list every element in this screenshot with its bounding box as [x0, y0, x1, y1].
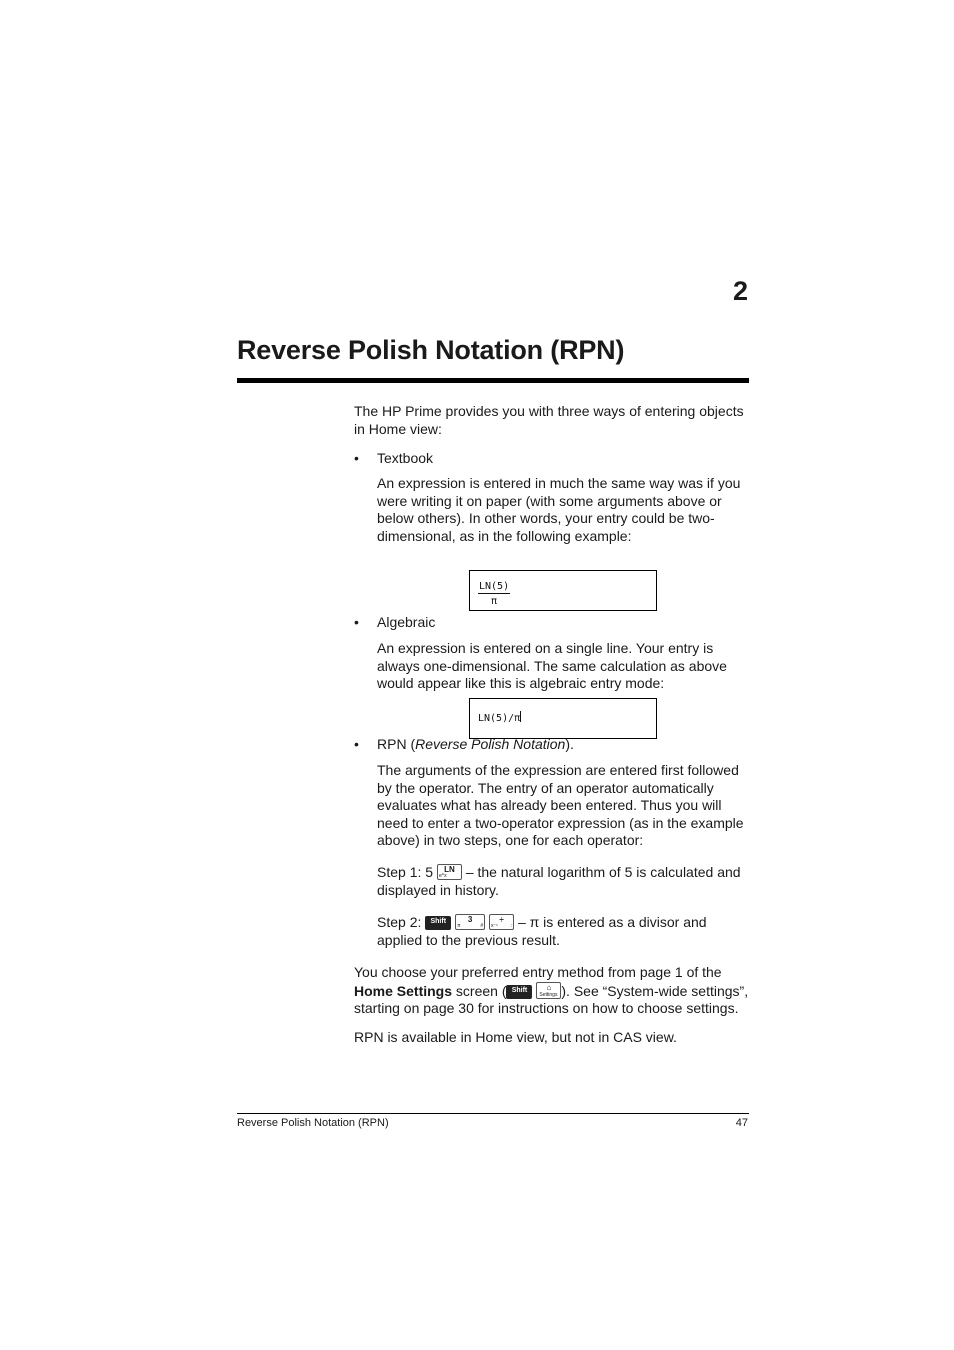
step1-suffix: – the natural logarithm of 5 is calculated and displayed in history.: [377, 864, 741, 898]
shift-key-label: Shift: [430, 918, 447, 925]
fraction-denominator: π: [490, 596, 498, 607]
shift-key-icon: [425, 916, 451, 930]
title-rule: [237, 378, 749, 383]
shift-key-icon: [506, 985, 532, 999]
footer-page-number: 47: [735, 1117, 748, 1129]
method-algebraic-desc: An expression is entered on a single line. Your entry is always one-dimensional. The same calculation as above would appear like this is algebraic entry mode:: [377, 640, 727, 691]
divide-key-label: ÷: [499, 915, 504, 924]
algebraic-entry-text: [478, 711, 521, 726]
method-algebraic-label: Algebraic: [377, 614, 436, 630]
divide-key-icon: [489, 914, 514, 930]
method-rpn-label: [377, 736, 749, 754]
divide-key-alpha-label: :: [510, 923, 513, 929]
rpn-label-italic: Reverse Polish Notation: [415, 736, 566, 752]
rpn-step-2: [377, 914, 749, 949]
method-rpn-desc: The arguments of the expression are entered first followed by the operator. The entry of an operator automatically evaluates what has already been entered. Thus you will need to enter a two-operator expression (as in the example above) in two steps, one for each operator:: [377, 762, 744, 848]
intro-paragraph: The HP Prime provides you with three ways of entering objects in Home view:: [354, 403, 744, 437]
bullet-textbook: •: [354, 450, 359, 466]
bullet-algebraic: •: [354, 614, 359, 630]
rpn-label-prefix: RPN (: [377, 736, 416, 752]
ln-key-icon: [437, 864, 462, 880]
rpn-label-suffix: ).: [565, 736, 574, 752]
three-key-icon: [455, 914, 485, 930]
text-cursor: [520, 711, 521, 722]
closing-paragraph: RPN is available in Home view, but not in CAS view.: [354, 1029, 677, 1045]
step2-suffix: – π is entered as a divisor and applied to the previous result.: [377, 914, 707, 948]
home-key-label: ⌂: [546, 982, 552, 992]
algebraic-screen-example: [469, 698, 657, 739]
algebraic-entry: LN(5)/π: [478, 713, 521, 724]
three-key-shift-label: π: [457, 923, 461, 929]
settings-paragraph: [354, 964, 749, 1018]
method-textbook-desc: An expression is entered in much the same way was if you were writing it on paper (with some arguments above or below others). In other words, your entry could be two-dimensional, as in the following example:: [377, 475, 741, 544]
chapter-number: 2: [732, 276, 748, 306]
home-key-shift-label: Settings: [539, 991, 558, 998]
page-title: Reverse Polish Notation (RPN): [237, 335, 625, 365]
settings-text-3: ). See “System-wide settings”, starting on page 30 for instructions on how to choose settings.: [354, 982, 749, 1016]
footer-rule: [237, 1113, 749, 1114]
method-textbook-label: Textbook: [377, 450, 434, 466]
textbook-screen-example: [469, 570, 657, 611]
footer-chapter-title: Reverse Polish Notation (RPN): [237, 1117, 389, 1129]
three-key-label: 3: [467, 915, 473, 924]
settings-text-1: You choose your preferred entry method from page 1 of the: [354, 964, 722, 980]
home-settings-term: Home Settings: [354, 982, 453, 999]
bullet-rpn: •: [354, 736, 359, 752]
three-key-alpha-label: #: [480, 923, 484, 929]
shift-key-label: Shift: [511, 986, 528, 994]
rpn-step-1: [377, 864, 749, 899]
settings-text-2: screen (: [455, 982, 507, 999]
fraction-numerator: LN(5): [479, 581, 510, 592]
ln-key-shift-label: e^x: [438, 873, 447, 879]
step2-prefix: Step 2:: [377, 914, 422, 930]
home-key-icon: [536, 982, 561, 999]
ln-key-label: LN: [444, 865, 455, 874]
step1-prefix: Step 1: 5: [377, 864, 434, 880]
divide-key-shift-label: x⁻¹: [491, 923, 498, 929]
